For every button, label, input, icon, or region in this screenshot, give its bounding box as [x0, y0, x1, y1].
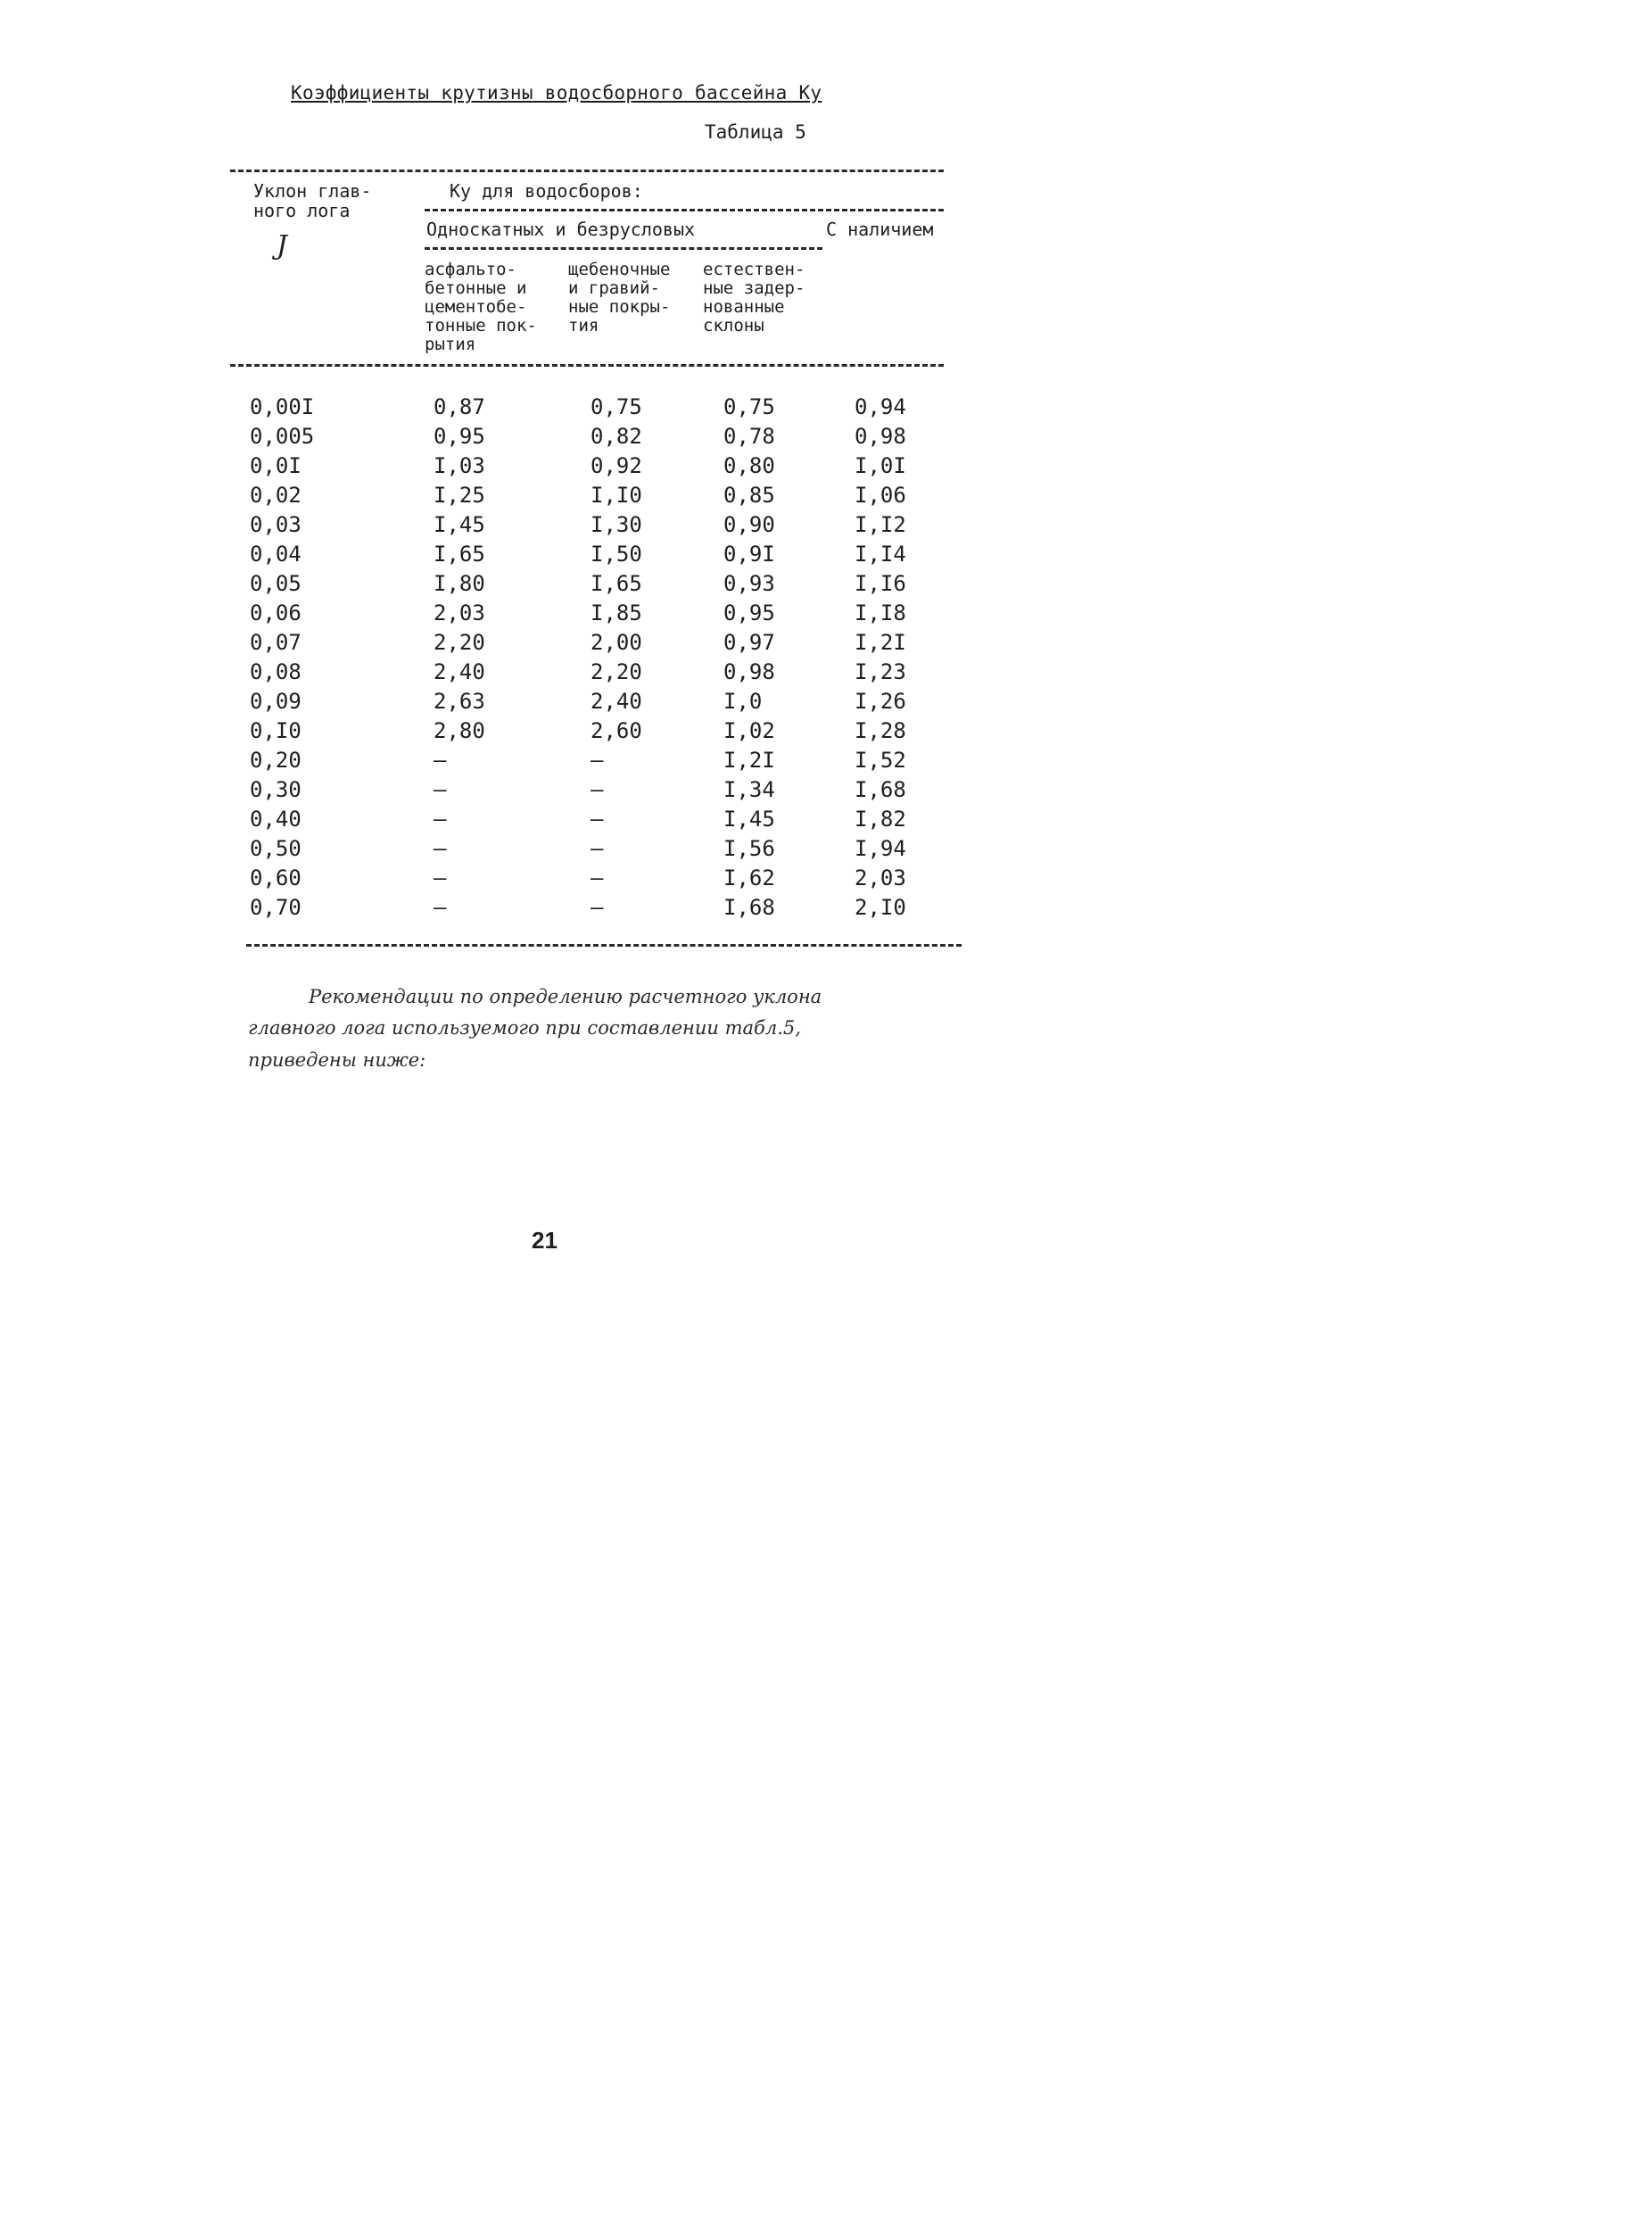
table-row — [0, 864, 1036, 893]
natural-cell: 0,98 — [723, 659, 775, 684]
table-row — [0, 569, 1036, 599]
asphalt-cell: – — [434, 865, 447, 890]
note-line: приведены ниже: — [248, 1049, 426, 1071]
natural-cell: 0,78 — [723, 424, 775, 449]
slope-cell: 0,60 — [250, 865, 301, 890]
natural-cell: 0,9I — [723, 542, 775, 567]
table-row — [0, 893, 1036, 923]
natural-cell: I,0 — [723, 689, 763, 714]
gravel-cell: 0,75 — [591, 394, 642, 419]
asphalt-cell: I,25 — [434, 483, 485, 508]
table-row — [0, 746, 1036, 775]
gravel-cell: – — [591, 777, 604, 802]
with-presence-cell: I,06 — [855, 483, 906, 508]
gravel-cell: 2,20 — [591, 659, 642, 684]
asphalt-cell: 0,95 — [434, 424, 485, 449]
subheader-natural-line: склоны — [703, 316, 764, 335]
page-number: 21 — [532, 1227, 558, 1254]
asphalt-cell: I,65 — [434, 542, 485, 567]
asphalt-cell: 2,40 — [434, 659, 485, 684]
natural-cell: 0,97 — [723, 630, 775, 655]
asphalt-cell: – — [434, 836, 447, 861]
table-row — [0, 540, 1036, 569]
slope-cell: 0,40 — [250, 807, 301, 832]
subheader-asphalt-line: цементобе- — [425, 297, 527, 317]
natural-cell: 0,90 — [723, 512, 775, 537]
asphalt-cell: 2,20 — [434, 630, 485, 655]
slope-symbol: J — [277, 230, 288, 261]
slope-cell: 0,30 — [250, 777, 301, 802]
table-row — [0, 628, 1036, 658]
slope-cell: 0,50 — [250, 836, 301, 861]
gravel-cell: I,50 — [591, 542, 642, 567]
table-row — [0, 687, 1036, 716]
ky-header-rule — [425, 209, 944, 211]
table-row — [0, 834, 1036, 864]
natural-cell: 0,95 — [723, 600, 775, 625]
natural-cell: 0,75 — [723, 394, 775, 419]
table-row — [0, 716, 1036, 746]
slope-cell: 0,09 — [250, 689, 301, 714]
slope-cell: 0,02 — [250, 483, 301, 508]
table-bottom-rule — [246, 944, 962, 947]
table-row — [0, 805, 1036, 834]
gravel-cell: 0,92 — [591, 453, 642, 478]
table-top-rule — [230, 170, 944, 172]
table-row — [0, 481, 1036, 510]
asphalt-cell: – — [434, 807, 447, 832]
with-presence-cell: I,I2 — [855, 512, 906, 537]
with-presence-cell: I,82 — [855, 807, 906, 832]
slope-cell: 0,05 — [250, 571, 301, 596]
group1-header: Односкатных и безрусловых — [426, 219, 696, 240]
asphalt-cell: 2,63 — [434, 689, 485, 714]
note-line: Рекомендации по определению расчетного уклона — [309, 986, 822, 1007]
asphalt-cell: I,45 — [434, 512, 485, 537]
slope-cell: 0,20 — [250, 748, 301, 773]
subheader-gravel-line: и гравий- — [568, 278, 660, 298]
subheader-asphalt — [425, 261, 537, 354]
with-presence-cell: 0,98 — [855, 424, 906, 449]
slope-header-line2: ного лога — [253, 200, 351, 221]
slope-cell: 0,70 — [250, 895, 301, 920]
with-presence-cell: I,I6 — [855, 571, 906, 596]
slope-cell: 0,005 — [250, 424, 315, 449]
slope-cell: 0,I0 — [250, 718, 301, 743]
gravel-cell: 0,82 — [591, 424, 642, 449]
table-row — [0, 393, 1036, 422]
note-line: главного лога используемого при составлении табл.5, — [248, 1017, 801, 1039]
with-presence-cell: I,26 — [855, 689, 906, 714]
slope-cell: 0,0I — [250, 453, 301, 478]
natural-cell: I,02 — [723, 718, 775, 743]
natural-cell: I,56 — [723, 836, 775, 861]
natural-cell: I,68 — [723, 895, 775, 920]
asphalt-cell: 0,87 — [434, 394, 485, 419]
asphalt-cell: – — [434, 777, 447, 802]
table-body — [0, 393, 1036, 923]
header-bottom-rule — [230, 364, 944, 367]
with-presence-cell: I,23 — [855, 659, 906, 684]
gravel-cell: 2,00 — [591, 630, 642, 655]
group2-header: С наличием — [826, 219, 934, 240]
asphalt-cell: 2,03 — [434, 600, 485, 625]
table-label: Таблица 5 — [705, 121, 806, 143]
table-row — [0, 658, 1036, 687]
natural-cell: 0,80 — [723, 453, 775, 478]
gravel-cell: I,65 — [591, 571, 642, 596]
with-presence-cell: I,94 — [855, 836, 906, 861]
gravel-cell: I,30 — [591, 512, 642, 537]
with-presence-cell: I,28 — [855, 718, 906, 743]
gravel-cell: – — [591, 807, 604, 832]
slope-cell: 0,00I — [250, 394, 315, 419]
slope-cell: 0,07 — [250, 630, 301, 655]
with-presence-cell: I,68 — [855, 777, 906, 802]
ky-header: Ку для водосборов: — [450, 180, 643, 202]
subheader-gravel-line: тия — [568, 316, 599, 335]
slope-cell: 0,04 — [250, 542, 301, 567]
subheader-asphalt-line: бетонные и — [425, 278, 527, 298]
gravel-cell: I,I0 — [591, 483, 642, 508]
table-row — [0, 422, 1036, 451]
with-presence-cell: 0,94 — [855, 394, 906, 419]
subheader-natural-line: естествен- — [703, 260, 805, 279]
gravel-cell: – — [591, 895, 604, 920]
group1-header-rule — [425, 247, 822, 250]
with-presence-cell: I,I4 — [855, 542, 906, 567]
asphalt-cell: – — [434, 895, 447, 920]
natural-cell: I,62 — [723, 865, 775, 890]
with-presence-cell: I,52 — [855, 748, 906, 773]
document-title: Коэффициенты крутизны водосборного бассейна Ку — [291, 82, 822, 104]
slope-cell: 0,06 — [250, 600, 301, 625]
gravel-cell: – — [591, 748, 604, 773]
subheader-natural-line: нованные — [703, 297, 785, 317]
natural-cell: 0,85 — [723, 483, 775, 508]
with-presence-cell: I,2I — [855, 630, 906, 655]
asphalt-cell: 2,80 — [434, 718, 485, 743]
asphalt-cell: – — [434, 748, 447, 773]
slope-cell: 0,08 — [250, 659, 301, 684]
subheader-gravel-line: щебеночные — [568, 260, 671, 279]
natural-cell: I,2I — [723, 748, 775, 773]
with-presence-cell: I,0I — [855, 453, 906, 478]
slope-header-line1: Уклон глав- — [253, 180, 372, 202]
with-presence-cell: 2,I0 — [855, 895, 906, 920]
asphalt-cell: I,80 — [434, 571, 485, 596]
table-row — [0, 510, 1036, 540]
with-presence-cell: I,I8 — [855, 600, 906, 625]
natural-cell: I,34 — [723, 777, 775, 802]
gravel-cell: – — [591, 865, 604, 890]
table-row — [0, 599, 1036, 628]
table-row — [0, 775, 1036, 805]
gravel-cell: 2,40 — [591, 689, 642, 714]
natural-cell: 0,93 — [723, 571, 775, 596]
subheader-asphalt-line: тонные пок- — [425, 316, 537, 335]
gravel-cell: I,85 — [591, 600, 642, 625]
subheader-natural-line: ные задер- — [703, 278, 805, 298]
gravel-cell: 2,60 — [591, 718, 642, 743]
subheader-asphalt-line: асфальто- — [425, 260, 516, 279]
slope-cell: 0,03 — [250, 512, 301, 537]
subheader-gravel — [568, 261, 670, 335]
subheader-gravel-line: ные покры- — [568, 297, 671, 317]
with-presence-cell: 2,03 — [855, 865, 906, 890]
gravel-cell: – — [591, 836, 604, 861]
table-row — [0, 451, 1036, 481]
subheader-natural — [703, 261, 805, 335]
subheader-asphalt-line: рытия — [425, 335, 476, 354]
natural-cell: I,45 — [723, 807, 775, 832]
asphalt-cell: I,03 — [434, 453, 485, 478]
